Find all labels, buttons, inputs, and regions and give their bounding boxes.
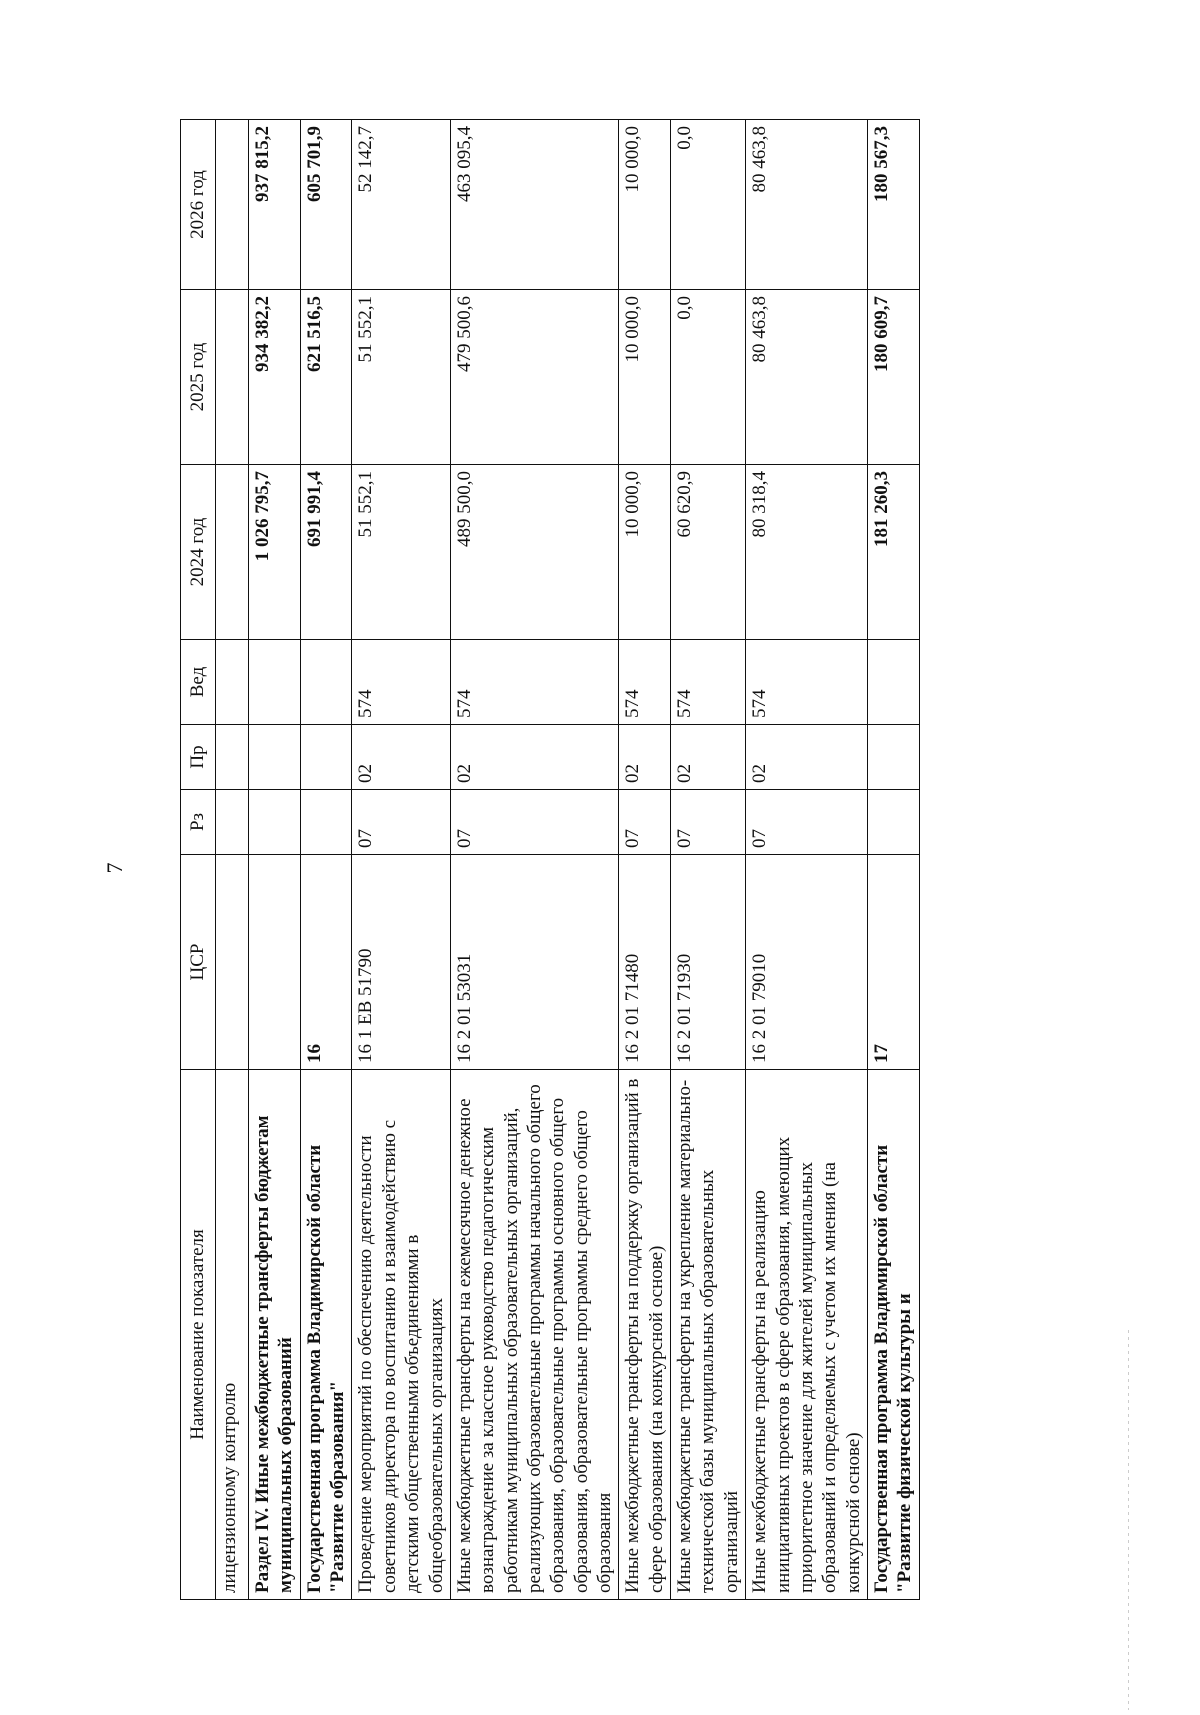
- cell-name: Государственная программа Владимирской области "Развитие образования": [300, 1070, 352, 1600]
- cell-2024: 51 552,1: [352, 465, 450, 640]
- table-row: [450, 120, 619, 1600]
- cell-rz: 07: [746, 790, 868, 855]
- cell-pr: 02: [671, 725, 746, 790]
- header-name: Наименование показателя: [181, 1070, 216, 1600]
- cell-rz: 07: [619, 790, 671, 855]
- cell-2024: 1 026 795,7: [249, 465, 301, 640]
- cell-2025: 621 516,5: [300, 290, 352, 465]
- cell-csr: 16 2 01 71930: [671, 855, 746, 1070]
- cell-2026: 463 095,4: [450, 120, 619, 290]
- header-ved: Вед: [181, 640, 216, 725]
- cell-ved: [867, 640, 919, 725]
- cell-2025: [216, 290, 249, 465]
- table-row: [249, 120, 301, 1600]
- cell-2026: 937 815,2: [249, 120, 301, 290]
- cell-2025: 51 552,1: [352, 290, 450, 465]
- header-2026: 2026 год: [181, 120, 216, 290]
- cell-ved: [249, 640, 301, 725]
- cell-pr: [249, 725, 301, 790]
- cell-csr: [249, 855, 301, 1070]
- cell-csr: [216, 855, 249, 1070]
- cell-ved: 574: [352, 640, 450, 725]
- header-pr: Пр: [181, 725, 216, 790]
- cell-2024: 10 000,0: [619, 465, 671, 640]
- table-row: [216, 120, 249, 1600]
- cell-rz: 07: [352, 790, 450, 855]
- cell-2025: 80 463,8: [746, 290, 868, 465]
- cell-2026: [216, 120, 249, 290]
- cell-pr: [300, 725, 352, 790]
- cell-2026: 52 142,7: [352, 120, 450, 290]
- header-rz: Рз: [181, 790, 216, 855]
- cell-pr: 02: [352, 725, 450, 790]
- cell-ved: 574: [450, 640, 619, 725]
- cell-name: Раздел IV. Иные межбюджетные трансферты бюджетам муниципальных образований: [249, 1070, 301, 1600]
- cell-rz: 07: [671, 790, 746, 855]
- cell-pr: 02: [746, 725, 868, 790]
- table-row: [619, 120, 671, 1600]
- table-row: [352, 120, 450, 1600]
- cell-name: Иные межбюджетные трансферты на укрепление материально-технической базы муниципальных образовательных организаций: [671, 1070, 746, 1600]
- cell-pr: [216, 725, 249, 790]
- cell-2024: 60 620,9: [671, 465, 746, 640]
- cell-ved: 574: [746, 640, 868, 725]
- cell-2025: 0,0: [671, 290, 746, 465]
- cell-csr: 16 2 01 79010: [746, 855, 868, 1070]
- cell-pr: 02: [619, 725, 671, 790]
- cell-2026: 10 000,0: [619, 120, 671, 290]
- cell-name: Иные межбюджетные трансферты на поддержку организаций в сфере образования (на конкурсной основе): [619, 1070, 671, 1600]
- table-header-row: [181, 120, 216, 1600]
- cell-rz: [249, 790, 301, 855]
- cell-rz: 07: [450, 790, 619, 855]
- cell-2025: 479 500,6: [450, 290, 619, 465]
- cell-rz: [216, 790, 249, 855]
- table-row: [867, 120, 919, 1600]
- cell-2024: 80 318,4: [746, 465, 868, 640]
- cell-2026: 180 567,3: [867, 120, 919, 290]
- cell-pr: [867, 725, 919, 790]
- cell-csr: 16 1 ЕВ 51790: [352, 855, 450, 1070]
- cell-rz: [300, 790, 352, 855]
- cell-2024: [216, 465, 249, 640]
- cell-2025: 10 000,0: [619, 290, 671, 465]
- table-row: [746, 120, 868, 1600]
- page-number: 7: [102, 862, 127, 874]
- cell-name: Иные межбюджетные трансферты на ежемесячное денежное вознаграждение за классное руководство педагогическим работникам муниципальных образовательных организаций, реализующих образовательные программы начального общего образования, образовательные программы основного общего образования, образовательные программы среднего общего образования: [450, 1070, 619, 1600]
- cell-2025: 934 382,2: [249, 290, 301, 465]
- cell-2024: 489 500,0: [450, 465, 619, 640]
- cell-2026: 0,0: [671, 120, 746, 290]
- cell-2024: 691 991,4: [300, 465, 352, 640]
- header-csr: ЦСР: [181, 855, 216, 1070]
- cell-csr: 17: [867, 855, 919, 1070]
- cell-name: Государственная программа Владимирской области "Развитие физической культуры и: [867, 1070, 919, 1600]
- header-2025: 2025 год: [181, 290, 216, 465]
- cell-ved: [300, 640, 352, 725]
- cell-csr: 16 2 01 53031: [450, 855, 619, 1070]
- cell-ved: 574: [671, 640, 746, 725]
- scan-artifact-line: [1128, 1330, 1129, 1710]
- cell-2024: 181 260,3: [867, 465, 919, 640]
- cell-pr: 02: [450, 725, 619, 790]
- cell-rz: [867, 790, 919, 855]
- cell-csr: 16: [300, 855, 352, 1070]
- budget-table: [180, 119, 920, 1600]
- cell-2025: 180 609,7: [867, 290, 919, 465]
- cell-name: Иные межбюджетные трансферты на реализацию инициативных проектов в сфере образования, имеющих приоритетное значение для жителей муниципальных образований и определяемых с учетом их мнения (на конкурсной основе): [746, 1070, 868, 1600]
- cell-csr: 16 2 01 71480: [619, 855, 671, 1070]
- cell-2026: 605 701,9: [300, 120, 352, 290]
- cell-2026: 80 463,8: [746, 120, 868, 290]
- cell-ved: [216, 640, 249, 725]
- cell-name: лицензионному контролю: [216, 1070, 249, 1600]
- table-row: [671, 120, 746, 1600]
- table-row: [300, 120, 352, 1600]
- cell-name: Проведение мероприятий по обеспечению деятельности советников директора по воспитанию и взаимодействию с детскими общественными объединениями в общеобразовательных организациях: [352, 1070, 450, 1600]
- cell-ved: 574: [619, 640, 671, 725]
- header-2024: 2024 год: [181, 465, 216, 640]
